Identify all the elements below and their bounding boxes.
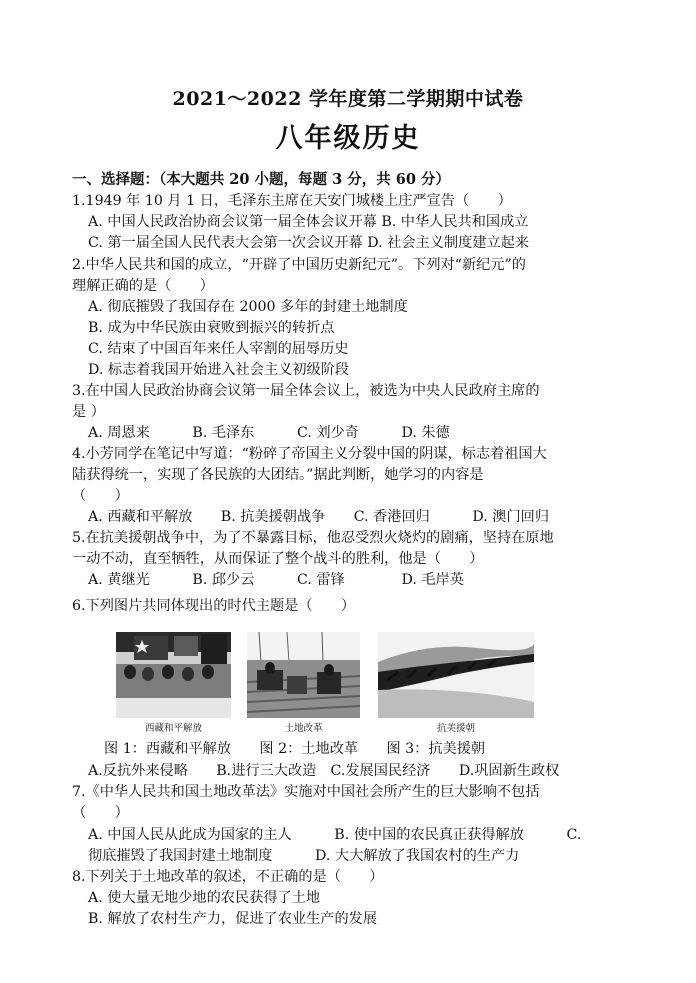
question-5-stem-line1: 5.在抗美援朝战争中，为了不暴露目标，他忍受烈火烧灼的剧痛，坚持在原地 bbox=[72, 530, 554, 546]
question-5-options: A. 黄继光 B. 邱少云 C. 雷锋 D. 毛岸英 bbox=[88, 572, 464, 588]
question-6-stem: 6.下列图片共同体现出的时代主题是（ ） bbox=[72, 598, 356, 614]
question-6-figure-caption: 图 1：西藏和平解放 图 2：土地改革 图 3：抗美援朝 bbox=[104, 741, 486, 757]
question-4-stem-line2: 陆获得统一，实现了各民族的大团结。”据此判断，她学习的内容是 bbox=[72, 467, 484, 483]
question-2-option-d: D. 标志着我国开始进入社会主义初级阶段 bbox=[88, 362, 350, 378]
question-4-stem-line1: 4.小芳同学在笔记中写道：“粉碎了帝国主义分裂中国的阴谋，标志着祖国大 bbox=[72, 446, 547, 462]
question-4-options: A. 西藏和平解放 B. 抗美援朝战争 C. 香港回归 D. 澳门回归 bbox=[88, 509, 550, 525]
question-2-option-a: A. 彻底摧毁了我国存在 2000 多年的封建土地制度 bbox=[88, 299, 408, 315]
question-7-options-line1: A. 中国人民从此成为国家的主人 B. 使中国的农民真正获得解放 C. bbox=[88, 827, 582, 843]
photo-2-label: 土地改革 bbox=[284, 723, 323, 734]
question-8-stem: 8.下列关于土地改革的叙述，不正确的是（ ） bbox=[72, 869, 384, 885]
photo-1-label: 西藏和平解放 bbox=[144, 723, 202, 734]
photo-land-reform bbox=[247, 632, 360, 718]
question-3-options: A. 周恩来 B. 毛泽东 C. 刘少奇 D. 朱德 bbox=[88, 425, 450, 441]
question-3-stem-line2: 是 ） bbox=[72, 404, 105, 420]
question-8-option-b: B. 解放了农村生产力，促进了农业生产的发展 bbox=[88, 911, 378, 927]
question-1-stem: 1.1949 年 10 月 1 日，毛泽东主席在天安门城楼上庄严宣告（ ） bbox=[72, 193, 512, 209]
question-1-options-cd: C. 第一届全国人民代表大会第一次会议开幕 D. 社会主义制度建立起来 bbox=[88, 235, 530, 251]
exam-subject: 八年级历史 bbox=[275, 123, 421, 154]
question-1-options-ab: A. 中国人民政治协商会议第一届全体会议开幕 B. 中华人民共和国成立 bbox=[88, 214, 529, 230]
question-4-stem-line3: （ ） bbox=[72, 488, 129, 504]
exam-title: 2021～2022 学年度第二学期期中试卷 bbox=[172, 88, 524, 110]
question-7-stem-line1: 7.《中华人民共和国土地改革法》实施对中国社会所产生的巨大影响不包括 bbox=[72, 784, 540, 800]
question-8-option-a: A. 使大量无地少地的农民获得了土地 bbox=[88, 890, 321, 906]
question-2-option-c: C. 结束了中国百年来任人宰割的屈辱历史 bbox=[88, 341, 349, 357]
photo-tibet-liberation bbox=[116, 632, 231, 718]
question-7-stem-line2: （ ） bbox=[72, 805, 129, 821]
question-5-stem-line2: 一动不动，直至牺牲，从而保证了整个战斗的胜利，他是（ ） bbox=[72, 551, 484, 567]
photo-resist-america bbox=[378, 632, 534, 718]
question-2-stem-line2: 理解正确的是（ ） bbox=[72, 278, 214, 294]
question-2-option-b: B. 成为中华民族由衰败到振兴的转折点 bbox=[88, 320, 335, 336]
question-3-stem-line1: 3.在中国人民政治协商会议第一届全体会议上，被选为中央人民政府主席的 bbox=[72, 383, 540, 399]
question-7-options-line2: 彻底摧毁了我国封建土地制度 D. 大大解放了我国农村的生产力 bbox=[88, 848, 520, 864]
section-heading: 一、选择题：（本大题共 20 小题，每题 3 分，共 60 分） bbox=[72, 171, 450, 188]
photo-3-label: 抗美援朝 bbox=[436, 723, 475, 734]
question-6-options: A.反抗外来侵略 B.进行三大改造 C.发展国民经济 D.巩固新生政权 bbox=[88, 763, 560, 779]
question-2-stem-line1: 2.中华人民共和国的成立，“开辟了中国历史新纪元”。下列对“新纪元”的 bbox=[72, 257, 526, 273]
